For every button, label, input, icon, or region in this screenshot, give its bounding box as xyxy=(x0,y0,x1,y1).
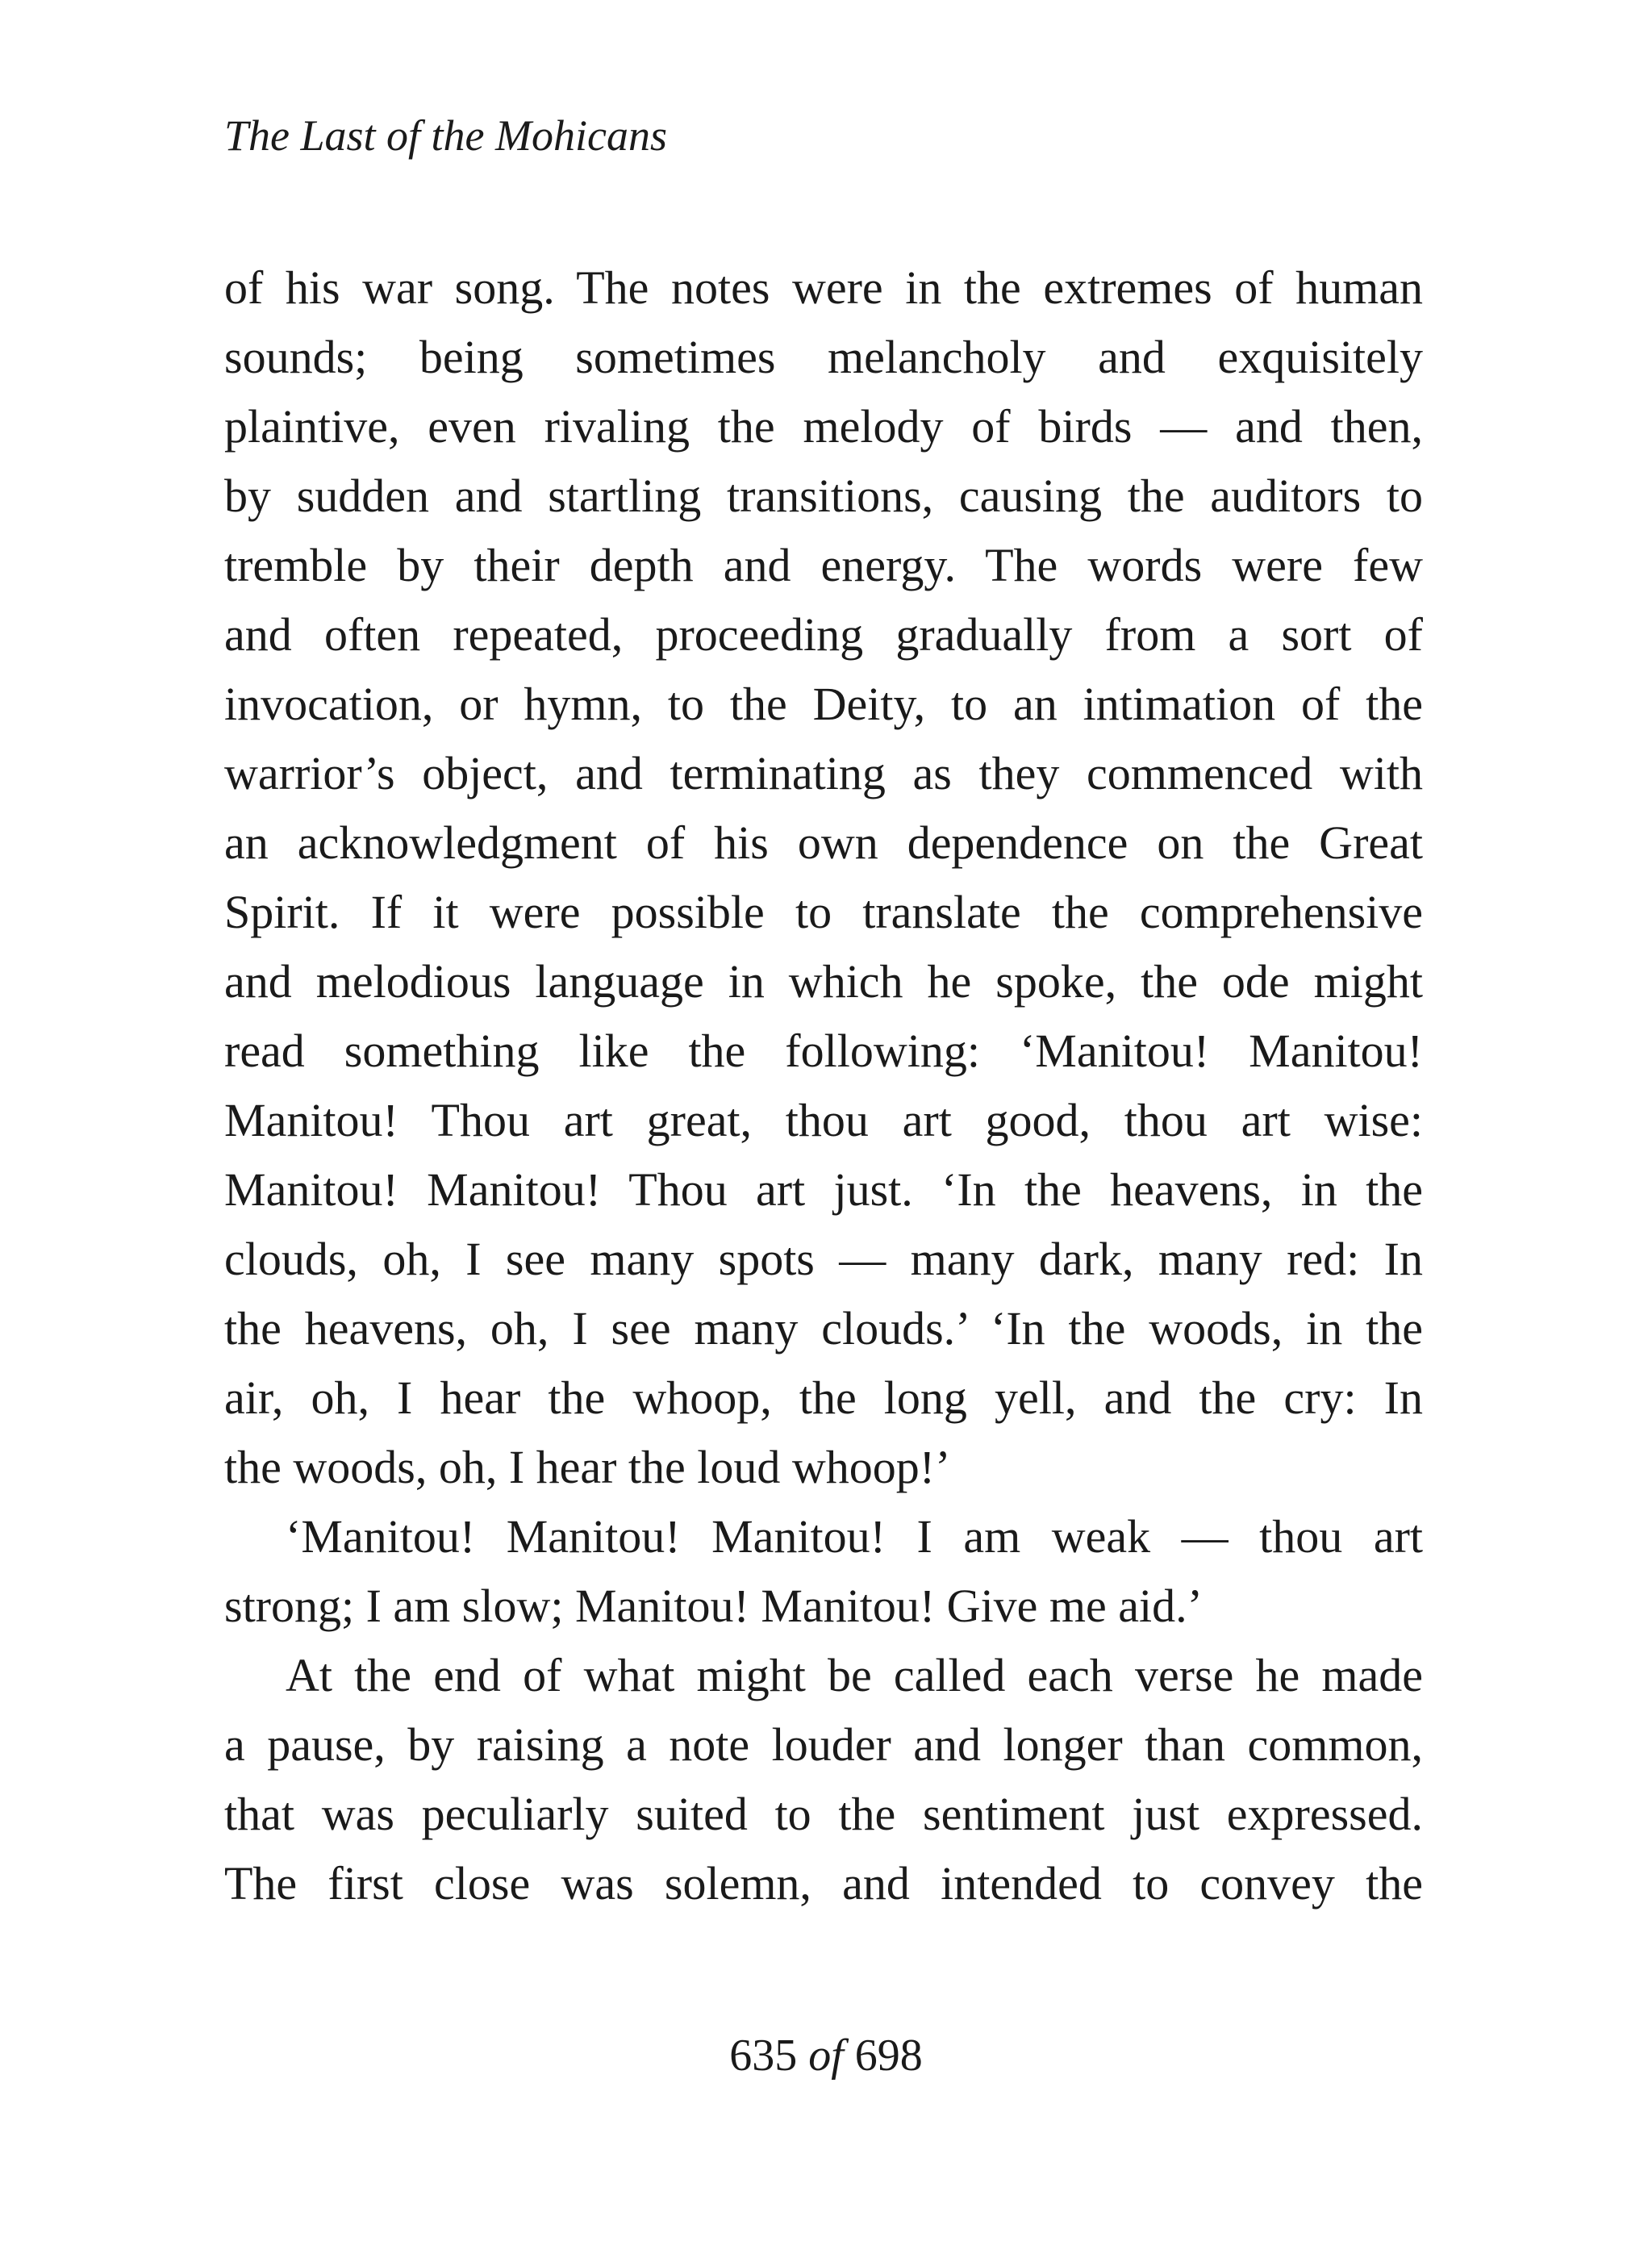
text-line: invocation, or hymn, to the Deity, to an intimation of the xyxy=(224,678,1423,730)
page-number xyxy=(0,2023,1652,2088)
text-line: The first close was solemn, and intended to convey the xyxy=(224,1857,1423,1910)
text-line: At the end of what might be called each verse he made xyxy=(286,1649,1423,1701)
text-line: strong; I am slow; Manitou! Manitou! Give me aid.’ xyxy=(224,1580,1203,1632)
current-page-number: 635 xyxy=(729,2031,798,2081)
text-line: tremble by their depth and energy. The words were few xyxy=(224,539,1423,591)
text-line: the woods, oh, I hear the loud whoop!’ xyxy=(224,1441,951,1493)
text-line: sounds; being sometimes melancholy and exquisitely xyxy=(224,331,1423,383)
text-line: clouds, oh, I see many spots — many dark, many red: In xyxy=(224,1233,1423,1285)
text-line: and often repeated, proceeding gradually from a sort of xyxy=(224,608,1423,661)
page-of-separator: of xyxy=(808,2031,844,2081)
text-line: air, oh, I hear the whoop, the long yell, and the cry: In xyxy=(224,1371,1423,1424)
text-line: Spirit. If it were possible to translate the comprehensive xyxy=(224,886,1423,938)
text-line: ‘Manitou! Manitou! Manitou! I am weak — thou art xyxy=(286,1510,1423,1563)
text-line: by sudden and startling transitions, causing the auditors to xyxy=(224,470,1423,522)
text-line: that was peculiarly suited to the sentiment just expressed. xyxy=(224,1788,1423,1840)
text-line: and melodious language in which he spoke, the ode might xyxy=(224,955,1423,1008)
body-text xyxy=(224,253,1423,1918)
text-line: read something like the following: ‘Manitou! Manitou! xyxy=(224,1025,1423,1077)
text-line: the heavens, oh, I see many clouds.’ ‘In the woods, in the xyxy=(224,1302,1423,1354)
text-line: Manitou! Thou art great, thou art good, thou art wise: xyxy=(224,1094,1423,1146)
text-line: a pause, by raising a note louder and longer than common, xyxy=(224,1718,1423,1771)
text-line: of his war song. The notes were in the extremes of human xyxy=(224,261,1423,314)
text-line: Manitou! Manitou! Thou art just. ‘In the heavens, in the xyxy=(224,1163,1423,1216)
total-page-count: 698 xyxy=(854,2031,923,2081)
text-line: plaintive, even rivaling the melody of birds — and then, xyxy=(224,400,1423,453)
text-line: an acknowledgment of his own dependence on the Great xyxy=(224,816,1423,869)
text-line: warrior’s object, and terminating as they commenced with xyxy=(224,747,1423,799)
running-header: The Last of the Mohicans xyxy=(224,111,667,160)
